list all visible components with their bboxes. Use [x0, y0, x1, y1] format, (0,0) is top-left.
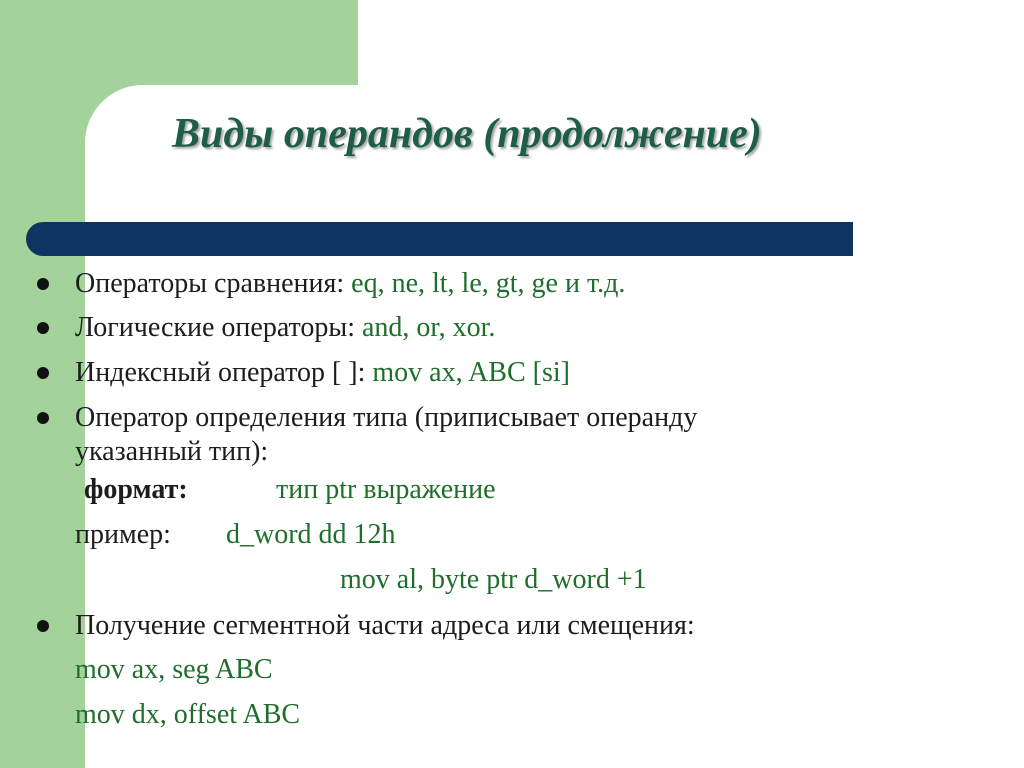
- bullet-label: Индексный оператор [ ]:: [75, 357, 366, 388]
- bullet-segment-offset: Получение сегментной части адреса или смещения:: [75, 610, 695, 641]
- bullet-dot: [37, 322, 49, 334]
- bullet-dot: [37, 278, 49, 290]
- example-label: пример:: [75, 519, 171, 550]
- bullet-comparison-operators: [75, 267, 625, 301]
- format-label-text: формат:: [84, 474, 188, 505]
- bullet-label: Операторы сравнения:: [75, 268, 345, 299]
- bullet-dot: [37, 620, 49, 632]
- bullet-label: Логические операторы:: [75, 312, 355, 343]
- bullet-type-operator-line1: Оператор определения типа (приписывает операнду: [75, 402, 698, 433]
- format-value: тип ptr выражение: [276, 474, 496, 505]
- format-label: [84, 473, 188, 507]
- bullet-code: eq, ne, lt, le, gt, ge и т.д.: [344, 268, 626, 299]
- bullet-type-operator-line2: указанный тип):: [75, 436, 269, 467]
- bullet-index-operator: [75, 356, 570, 390]
- code-offset: mov dx, offset ABC: [75, 699, 301, 730]
- bullet-code: mov ax, ABC [si]: [365, 357, 570, 388]
- bullet-dot: [37, 412, 49, 424]
- example-value: d_word dd 12h: [226, 519, 396, 550]
- example-line2: mov al, byte ptr d_word +1: [340, 564, 647, 595]
- bullet-logical-operators: [75, 311, 495, 345]
- code-seg: mov ax, seg ABC: [75, 654, 273, 685]
- bullet-dot: [37, 367, 49, 379]
- slide-title: Виды операндов (продолжение): [172, 111, 762, 157]
- bullet-code: and, or, xor.: [355, 312, 496, 343]
